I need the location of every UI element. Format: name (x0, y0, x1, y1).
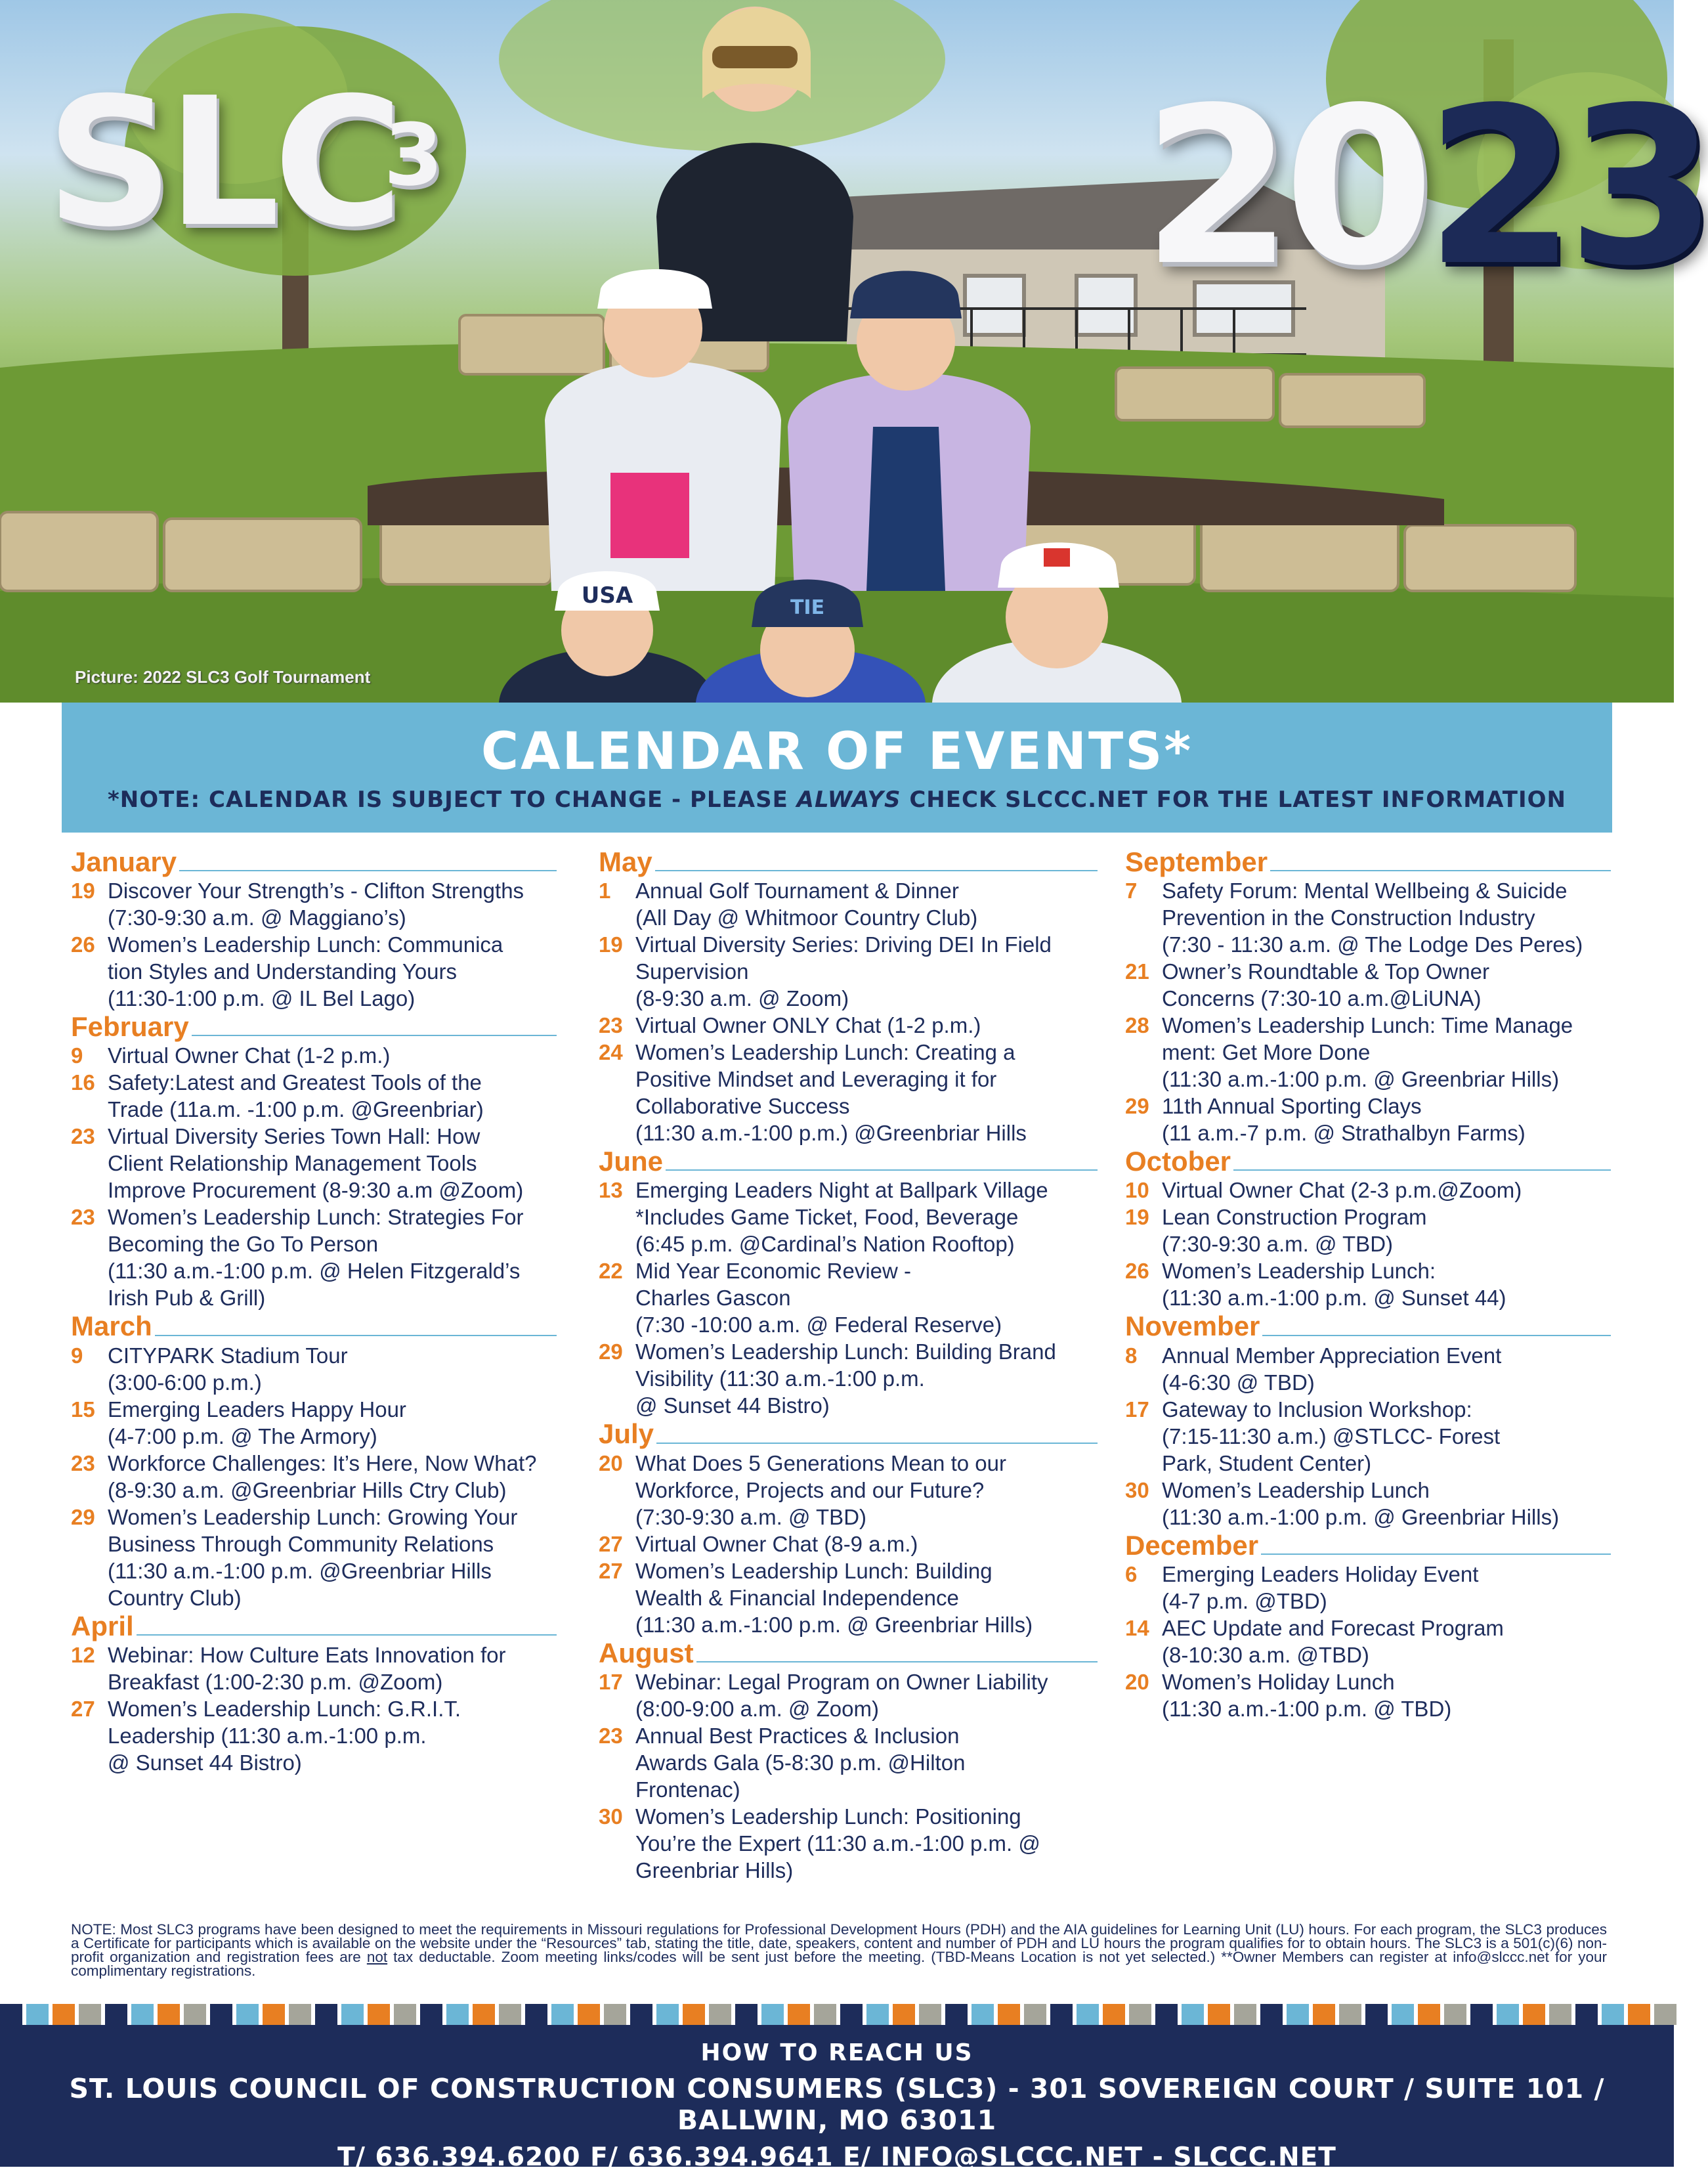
event-day: 19 (71, 879, 95, 903)
event-description: Virtual Owner ONLY Chat (1-2 p.m.) (635, 1013, 981, 1038)
month-underline (179, 870, 557, 871)
strip-square (184, 2004, 206, 2025)
event-description: Gateway to Inclusion Workshop: (7:15-11:30 a.m.) @STLCC- Forest Park, Student Center) (1162, 1397, 1501, 1475)
month-underline (1261, 1553, 1611, 1555)
strip-square (1602, 2004, 1624, 2025)
event-item (71, 1450, 557, 1504)
event-day: 14 (1125, 1615, 1149, 1640)
month-heading (1125, 847, 1611, 877)
event-description: Mid Year Economic Review - Charles Gascon (7:30 -10:00 a.m. @ Federal Reserve) (635, 1259, 1002, 1337)
event-day: 27 (599, 1531, 623, 1556)
event-item (599, 1531, 1098, 1557)
month-underline (1270, 870, 1611, 871)
note-emphasis: ALWAYS (796, 787, 901, 813)
logo-superscript: 3 (383, 105, 437, 205)
event-description: Women’s Leadership Lunch: Communica tion Styles and Understanding Yours (11:30-1:00 p.m. @ IL Bel Lago) (108, 932, 503, 1011)
strip-square (840, 2004, 863, 2025)
month-april (71, 1611, 557, 1776)
event-day: 17 (599, 1669, 623, 1694)
event-day: 10 (1125, 1178, 1149, 1203)
event-item (71, 1695, 557, 1776)
event-day: 8 (1125, 1343, 1138, 1368)
event-day: 9 (71, 1043, 83, 1068)
month-heading (599, 1146, 1098, 1177)
strip-square (53, 2004, 75, 2025)
strip-square (473, 2004, 495, 2025)
month-february (71, 1012, 557, 1311)
strip-square (1575, 2004, 1598, 2025)
calendar-column-2 (599, 847, 1098, 1884)
event-item (1125, 958, 1611, 1012)
event-item (599, 1557, 1098, 1638)
month-march (71, 1311, 557, 1611)
strip-square (1287, 2004, 1309, 2025)
event-description: Virtual Owner Chat (1-2 p.m.) (108, 1043, 391, 1068)
event-item (599, 931, 1098, 1012)
month-name: February (71, 1011, 189, 1043)
event-description: Lean Construction Program (7:30-9:30 a.m. @ TBD) (1162, 1205, 1427, 1257)
month-july (599, 1419, 1098, 1638)
strip-square (735, 2004, 758, 2025)
event-day: 12 (71, 1642, 95, 1667)
event-description: Annual Golf Tournament & Dinner (All Day @ Whitmoor Country Club) (635, 879, 978, 930)
event-day: 7 (1125, 879, 1138, 903)
event-day: 6 (1125, 1561, 1138, 1586)
event-day: 29 (599, 1339, 623, 1364)
event-day: 20 (599, 1450, 623, 1475)
event-description: Emerging Leaders Night at Ballpark Village *Includes Game Ticket, Food, Beverage (6:45 p.m. @Cardinal’s Nation Rooftop) (635, 1178, 1048, 1257)
month-june (599, 1146, 1098, 1419)
footnote-part-1: NOTE: Most SLC3 programs have been designed to meet the requirements in Missouri regulations for Professional Development Hours (PDH) and the AIA guidelines for Learning Unit (LU) hours. For each program, the SLC3 produces a Certificate for participants which is available on the website under the “Resources” tab, stating the title, date, speakers, content and number of PDH and LU hours the program qualifies for to obtain hours. The SLC3 is a 501(c)(6) non-profit organization and registration fees are (71, 1921, 1607, 1965)
photo-caption: Picture: 2022 SLC3 Golf Tournament (75, 667, 371, 687)
event-day: 24 (599, 1040, 623, 1065)
event-item (1125, 877, 1611, 958)
month-name: May (599, 846, 652, 877)
strip-square (998, 2004, 1020, 2025)
hat-text-tie: TIE (790, 596, 825, 619)
strip-square (263, 2004, 285, 2025)
event-day: 20 (1125, 1669, 1149, 1694)
footnote-part-2: tax deductable. Zoom meeting links/codes will be sent just before the meeting. (TBD-Means Location is not yet selected.) **Owner Members can register at info@slccc.net for your complimentary registrations. (71, 1949, 1607, 1979)
house-window (965, 276, 1024, 335)
strip-square (761, 2004, 784, 2025)
strip-square (919, 2004, 941, 2025)
calendar-title: CALENDAR OF EVENTS* (480, 722, 1193, 781)
event-day: 23 (599, 1723, 623, 1748)
month-name: October (1125, 1146, 1231, 1177)
event-description: Annual Member Appreciation Event (4-6:30 @ TBD) (1162, 1343, 1502, 1395)
strip-square (1392, 2004, 1414, 2025)
event-day: 21 (1125, 959, 1149, 984)
footnote-underlined: not (366, 1949, 388, 1965)
event-description: Emerging Leaders Happy Hour (4-7:00 p.m. @ The Armory) (108, 1397, 406, 1448)
strip-square (1234, 2004, 1256, 2025)
strip-square (341, 2004, 364, 2025)
footnote (71, 1922, 1607, 1978)
event-description: Women’s Leadership Lunch: Building Brand Visibility (11:30 a.m.-1:00 p.m. @ Sunset 44 Bistro) (635, 1339, 1056, 1418)
strip-square (1654, 2004, 1676, 2025)
event-description: Women’s Leadership Lunch: Creating a Positive Mindset and Leveraging it for Collaborative Success (11:30 a.m.-1:00 p.m.) @Greenbriar Hills (635, 1040, 1027, 1146)
strip-square (236, 2004, 259, 2025)
event-description: Women’s Holiday Lunch (11:30 a.m.-1:00 p.m. @ TBD) (1162, 1669, 1452, 1721)
month-may (599, 847, 1098, 1146)
event-day: 16 (71, 1070, 95, 1095)
month-name: September (1125, 846, 1268, 877)
strip-square (788, 2004, 810, 2025)
month-november (1125, 1311, 1611, 1530)
event-description: Women’s Leadership Lunch: Positioning You’re the Expert (11:30 a.m.-1:00 p.m. @ Greenbriar Hills) (635, 1804, 1040, 1882)
event-description: Discover Your Strength’s - Clifton Strengths (7:30-9:30 a.m. @ Maggiano’s) (108, 879, 524, 930)
event-description: Safety Forum: Mental Wellbeing & Suicide Prevention in the Construction Industry (7:30 - 11:30 a.m. @ The Lodge Des Peres) (1162, 879, 1583, 957)
event-description: Women’s Leadership Lunch: Growing Your Business Through Community Relations (11:30 a.m.-1:00 p.m. @Greenbriar Hills Country Club) (108, 1504, 518, 1610)
month-name: December (1125, 1529, 1259, 1561)
month-heading (599, 1638, 1098, 1668)
month-heading (1125, 1311, 1611, 1341)
event-item (1125, 1204, 1611, 1257)
event-item (1125, 1396, 1611, 1477)
event-description: Webinar: Legal Program on Owner Liability (8:00-9:00 a.m. @ Zoom) (635, 1669, 1048, 1721)
event-item (71, 1042, 557, 1069)
strip-square (1365, 2004, 1388, 2025)
month-heading (1125, 1531, 1611, 1561)
event-day: 30 (1125, 1477, 1149, 1502)
month-name: January (71, 846, 177, 877)
event-item (1125, 1177, 1611, 1204)
event-item (71, 1342, 557, 1396)
strip-square (1444, 2004, 1466, 2025)
strip-square (630, 2004, 652, 2025)
event-item (599, 877, 1098, 931)
event-day: 29 (71, 1504, 95, 1529)
event-day: 23 (71, 1124, 95, 1149)
strip-square (1523, 2004, 1545, 2025)
event-item (599, 1722, 1098, 1803)
month-underline (1262, 1335, 1611, 1336)
month-heading (599, 1419, 1098, 1449)
event-item (71, 1204, 557, 1311)
event-description: Webinar: How Culture Eats Innovation for Breakfast (1:00-2:30 p.m. @Zoom) (108, 1642, 506, 1694)
event-item (599, 1012, 1098, 1039)
month-september (1125, 847, 1611, 1146)
strip-square (394, 2004, 416, 2025)
event-description: Women’s Leadership Lunch: (11:30 a.m.-1:00 p.m. @ Sunset 44) (1162, 1259, 1506, 1311)
strip-square (866, 2004, 889, 2025)
strip-square (1077, 2004, 1099, 2025)
calendar-banner (62, 703, 1612, 833)
event-day: 28 (1125, 1013, 1149, 1038)
event-item (599, 1338, 1098, 1419)
strip-square (814, 2004, 836, 2025)
event-item (71, 1069, 557, 1123)
strip-square (26, 2004, 49, 2025)
strip-square (551, 2004, 574, 2025)
calendar-column-3 (1125, 847, 1611, 1722)
month-name: April (71, 1610, 134, 1641)
strip-square (368, 2004, 390, 2025)
footer-contact (0, 2142, 1674, 2172)
event-description: Women’s Leadership Lunch: Strategies For Becoming the Go To Person (11:30 a.m.-1:00 p.m. @ Helen Fitzgerald’s Irish Pub & Grill) (108, 1205, 524, 1311)
event-item (1125, 1668, 1611, 1722)
event-description: Owner’s Roundtable & Top Owner Concerns (7:30-10 a.m.@LiUNA) (1162, 959, 1489, 1011)
event-item (599, 1668, 1098, 1722)
event-day: 26 (71, 932, 95, 957)
strip-square (158, 2004, 180, 2025)
strip-square (578, 2004, 600, 2025)
footer-address: ST. LOUIS COUNCIL OF CONSTRUCTION CONSUMERS (SLC3) - 301 SOVEREIGN COURT / SUITE 101 / BALLWIN, MO 63011 (69, 2073, 1605, 2136)
strip-square (1313, 2004, 1335, 2025)
event-day: 19 (599, 932, 623, 957)
month-underline (137, 1634, 557, 1636)
event-day: 23 (71, 1450, 95, 1475)
event-description: What Does 5 Generations Mean to our Workforce, Projects and our Future? (7:30-9:30 a.m. @ TBD) (635, 1450, 1006, 1529)
event-day: 23 (599, 1013, 623, 1038)
contact-footer (0, 2025, 1674, 2172)
event-day: 26 (1125, 1259, 1149, 1284)
month-name: June (599, 1146, 664, 1177)
event-item (71, 1641, 557, 1695)
event-description: Workforce Challenges: It’s Here, Now What? (8-9:30 a.m. @Greenbriar Hills Ctry Club) (108, 1450, 537, 1502)
event-item (599, 1450, 1098, 1531)
year-part-2: 23 (1425, 61, 1708, 313)
checker-strip (0, 2004, 1674, 2025)
month-underline (655, 870, 1098, 871)
event-day: 22 (599, 1259, 623, 1284)
event-description: Women’s Leadership Lunch: G.R.I.T. Leadership (11:30 a.m.-1:00 p.m. @ Sunset 44 Bistro) (108, 1696, 461, 1775)
event-description: Emerging Leaders Holiday Event (4-7 p.m. @TBD) (1162, 1561, 1479, 1613)
event-day: 1 (599, 879, 611, 903)
footer-heading: HOW TO REACH US (700, 2039, 973, 2066)
calendar-note (62, 787, 1612, 813)
calendar-column-1 (71, 847, 557, 1776)
strip-square (1418, 2004, 1440, 2025)
month-underline (696, 1661, 1098, 1662)
event-description: Virtual Owner Chat (8-9 a.m.) (635, 1531, 918, 1556)
strip-square (0, 2004, 22, 2025)
footer-contact-info: T/ 636.394.6200 F/ 636.394.9641 E/ INFO@SLCCC.NET - (337, 2142, 1174, 2172)
event-day: 19 (1125, 1205, 1149, 1230)
event-item (599, 1177, 1098, 1257)
strip-square (1103, 2004, 1125, 2025)
note-prefix: *NOTE: CALENDAR IS SUBJECT TO CHANGE - PLEASE (107, 787, 797, 813)
month-name: March (71, 1311, 152, 1342)
month-name: August (599, 1637, 694, 1668)
month-underline (656, 1443, 1098, 1444)
hat-text-usa: USA (581, 582, 633, 609)
event-description: Women’s Leadership Lunch: Time Manage ment: Get More Done (11:30 a.m.-1:00 p.m. @ Greenbriar Hills) (1162, 1013, 1573, 1092)
event-description: Safety:Latest and Greatest Tools of the Trade (11a.m. -1:00 p.m. @Greenbriar) (108, 1070, 484, 1122)
strip-square (499, 2004, 521, 2025)
event-item (1125, 1093, 1611, 1146)
event-day: 9 (71, 1343, 83, 1368)
event-item (1125, 1257, 1611, 1311)
strip-square (709, 2004, 731, 2025)
strip-square (315, 2004, 337, 2025)
event-description: Women’s Leadership Lunch (11:30 a.m.-1:00 p.m. @ Greenbriar Hills) (1162, 1477, 1560, 1529)
month-underline (155, 1335, 557, 1336)
month-underline (666, 1169, 1098, 1171)
strip-square (1208, 2004, 1230, 2025)
strip-square (131, 2004, 154, 2025)
strip-square (1628, 2004, 1650, 2025)
event-day: 30 (599, 1804, 623, 1829)
year-part-1: 20 (1142, 61, 1426, 313)
strip-square (1024, 2004, 1046, 2025)
note-suffix: CHECK SLCCC.NET FOR THE LATEST INFORMATION (901, 787, 1567, 813)
event-description: AEC Update and Forecast Program (8-10:30 a.m. @TBD) (1162, 1615, 1504, 1667)
event-item (1125, 1342, 1611, 1396)
month-underline (192, 1035, 557, 1036)
strip-square (945, 2004, 968, 2025)
strip-square (105, 2004, 127, 2025)
month-heading (1125, 1146, 1611, 1177)
month-heading (71, 847, 557, 877)
strip-square (1497, 2004, 1519, 2025)
strip-square (420, 2004, 442, 2025)
event-item (1125, 1012, 1611, 1093)
strip-square (1182, 2004, 1204, 2025)
event-day: 17 (1125, 1397, 1149, 1422)
month-january (71, 847, 557, 1012)
month-heading (599, 847, 1098, 877)
month-october (1125, 1146, 1611, 1311)
event-item (71, 1123, 557, 1204)
strip-square (1470, 2004, 1493, 2025)
month-august (599, 1638, 1098, 1884)
strip-square (1339, 2004, 1361, 2025)
event-description: Women’s Leadership Lunch: Building Wealth & Financial Independence (11:30 a.m.-1:00 p.m. @ Greenbriar Hills) (635, 1558, 1033, 1637)
event-description: Annual Best Practices & Inclusion Awards Gala (5-8:30 p.m. @Hilton Frontenac) (635, 1723, 966, 1802)
event-item (1125, 1477, 1611, 1531)
strip-square (79, 2004, 101, 2025)
strip-square (1549, 2004, 1571, 2025)
month-name: November (1125, 1311, 1260, 1342)
event-item (71, 1504, 557, 1611)
strip-square (893, 2004, 915, 2025)
event-description: CITYPARK Stadium Tour (3:00-6:00 p.m.) (108, 1343, 348, 1395)
event-item (1125, 1615, 1611, 1668)
event-item (1125, 1561, 1611, 1615)
strip-square (1155, 2004, 1178, 2025)
event-item (599, 1039, 1098, 1146)
event-day: 27 (71, 1696, 95, 1721)
event-item (71, 1396, 557, 1450)
event-description: Virtual Diversity Series Town Hall: How Client Relationship Management Tools Improve Procurement (8-9:30 a.m @Zoom) (108, 1124, 524, 1203)
strip-square (525, 2004, 547, 2025)
strip-square (656, 2004, 679, 2025)
strip-square (683, 2004, 705, 2025)
strip-square (971, 2004, 994, 2025)
slc3-logo (46, 59, 450, 266)
strip-square (289, 2004, 311, 2025)
month-heading (71, 1012, 557, 1042)
strip-square (210, 2004, 232, 2025)
event-day: 23 (71, 1205, 95, 1230)
strip-square (604, 2004, 626, 2025)
month-december (1125, 1531, 1611, 1722)
year-heading (1142, 61, 1708, 313)
month-heading (71, 1611, 557, 1641)
event-item (599, 1803, 1098, 1884)
month-underline (1233, 1169, 1611, 1171)
month-name: July (599, 1418, 654, 1450)
strip-square (1129, 2004, 1151, 2025)
hero-photo (0, 0, 1708, 703)
month-heading (71, 1311, 557, 1341)
logo-text: SLC (46, 59, 397, 266)
strip-square (1050, 2004, 1073, 2025)
strip-square (1260, 2004, 1283, 2025)
event-description: 11th Annual Sporting Clays (11 a.m.-7 p.m. @ Strathalbyn Farms) (1162, 1094, 1526, 1146)
event-day: 15 (71, 1397, 95, 1422)
event-day: 13 (599, 1178, 623, 1203)
event-description: Virtual Diversity Series: Driving DEI In Field Supervision (8-9:30 a.m. @ Zoom) (635, 932, 1052, 1011)
event-description: Virtual Owner Chat (2-3 p.m.@Zoom) (1162, 1178, 1522, 1203)
event-item (71, 877, 557, 931)
event-day: 27 (599, 1558, 623, 1583)
house-window (1077, 276, 1136, 335)
website-link[interactable]: SLCCC.NET (1173, 2142, 1336, 2172)
event-day: 29 (1125, 1094, 1149, 1119)
event-item (599, 1257, 1098, 1338)
strip-square (446, 2004, 469, 2025)
event-item (71, 931, 557, 1012)
